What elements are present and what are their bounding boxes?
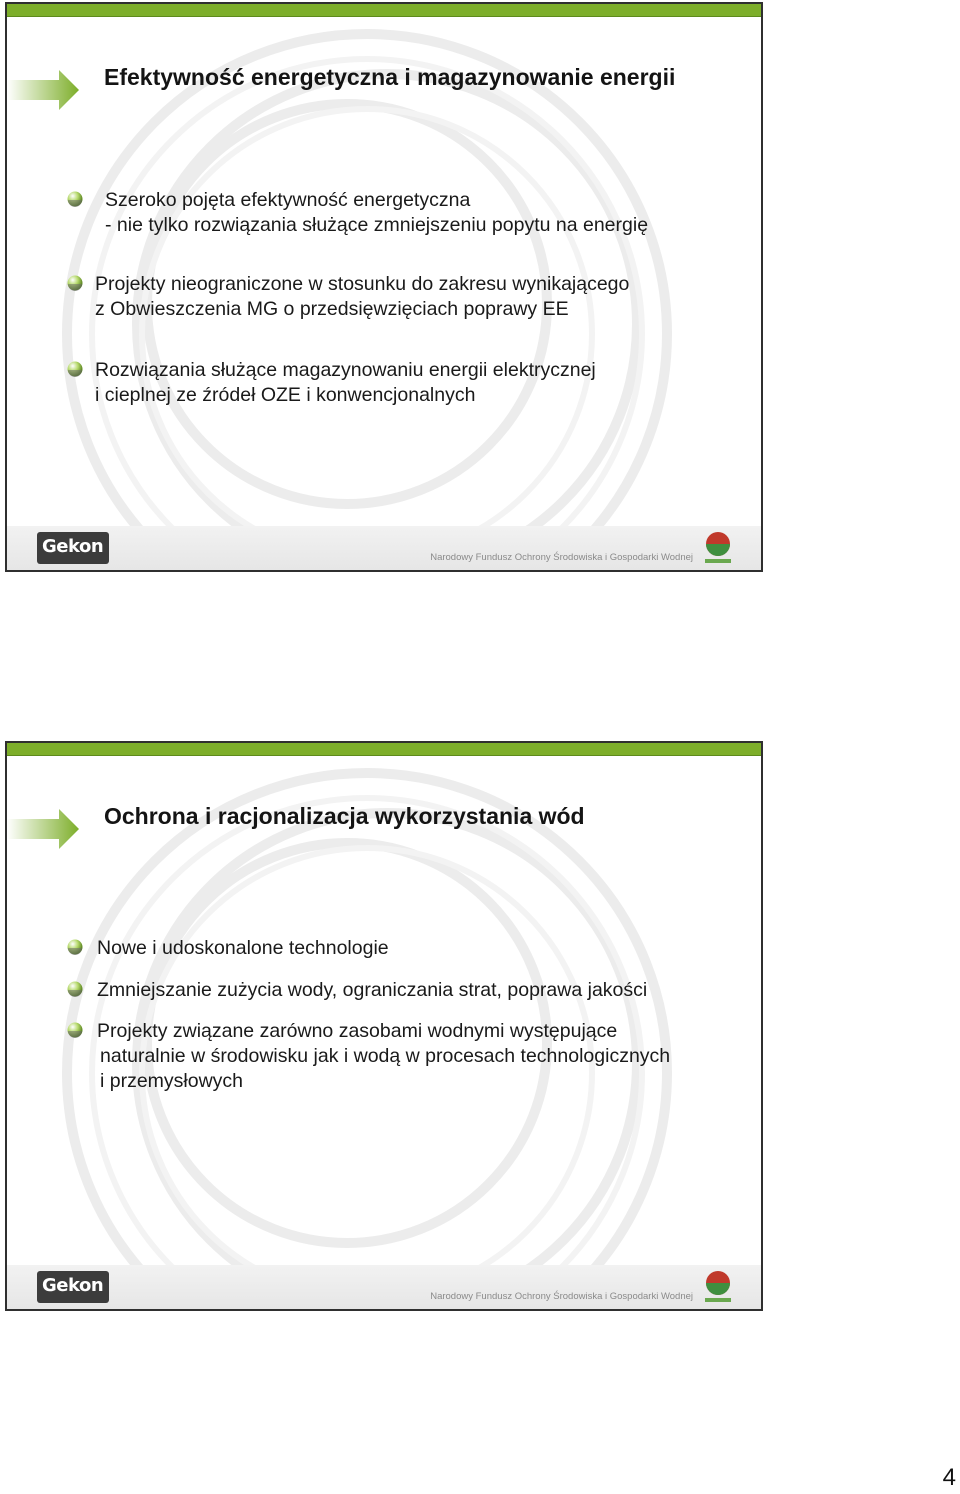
bullet-line: Nowe i udoskonalone technologie	[97, 937, 389, 959]
sphere-bullet-icon	[67, 981, 83, 997]
bullet-line: i cieplnej ze źródeł OZE i konwencjonalnych	[95, 384, 476, 406]
bullet-line: naturalnie w środowisku jak i wodą w procesach technologicznych	[100, 1045, 671, 1067]
sphere-bullet-icon	[67, 1022, 83, 1038]
sphere-bullet-icon	[67, 361, 83, 377]
sphere-bullet-icon	[67, 939, 83, 955]
arrow-right-icon	[7, 809, 79, 849]
page-number: 4	[942, 1464, 956, 1491]
arrow-right-icon	[7, 70, 79, 110]
slide-footer	[7, 1265, 761, 1309]
bullet-line: - nie tylko rozwiązania służące zmniejszeniu popytu na energię	[105, 214, 649, 236]
sphere-bullet-icon	[67, 275, 83, 291]
fund-name: Narodowy Fundusz Ochrony Środowiska i Gospodarki Wodnej	[430, 1291, 693, 1302]
gekon-logo: Gekon	[37, 1271, 109, 1303]
fund-name: Narodowy Fundusz Ochrony Środowiska i Gospodarki Wodnej	[430, 552, 693, 563]
bullet-line: i przemysłowych	[100, 1070, 244, 1092]
slide-title: Ochrona i racjonalizacja wykorzystania wód	[104, 803, 585, 829]
bullet-line: Projekty nieograniczone w stosunku do zakresu wynikającego	[95, 273, 630, 295]
slide-2	[5, 741, 763, 1311]
gekon-logo: Gekon	[37, 532, 109, 564]
bullet-line: Szeroko pojęta efektywność energetyczna	[105, 189, 471, 211]
nfos-logo-icon	[703, 530, 733, 566]
bullet-line: Rozwiązania służące magazynowaniu energii elektrycznej	[95, 359, 596, 381]
nfos-logo-icon	[703, 1269, 733, 1305]
bullet-line: Zmniejszanie zużycia wody, ograniczania strat, poprawa jakości	[97, 979, 648, 1001]
sphere-bullet-icon	[67, 191, 83, 207]
slide-footer	[7, 526, 761, 570]
slide-title: Efektywność energetyczna i magazynowanie energii	[104, 64, 676, 90]
slide-1	[5, 2, 763, 572]
bullet-line: z Obwieszczenia MG o przedsięwzięciach poprawy EE	[95, 298, 569, 320]
bullet-line: Projekty związane zarówno zasobami wodnymi występujące	[97, 1020, 618, 1042]
